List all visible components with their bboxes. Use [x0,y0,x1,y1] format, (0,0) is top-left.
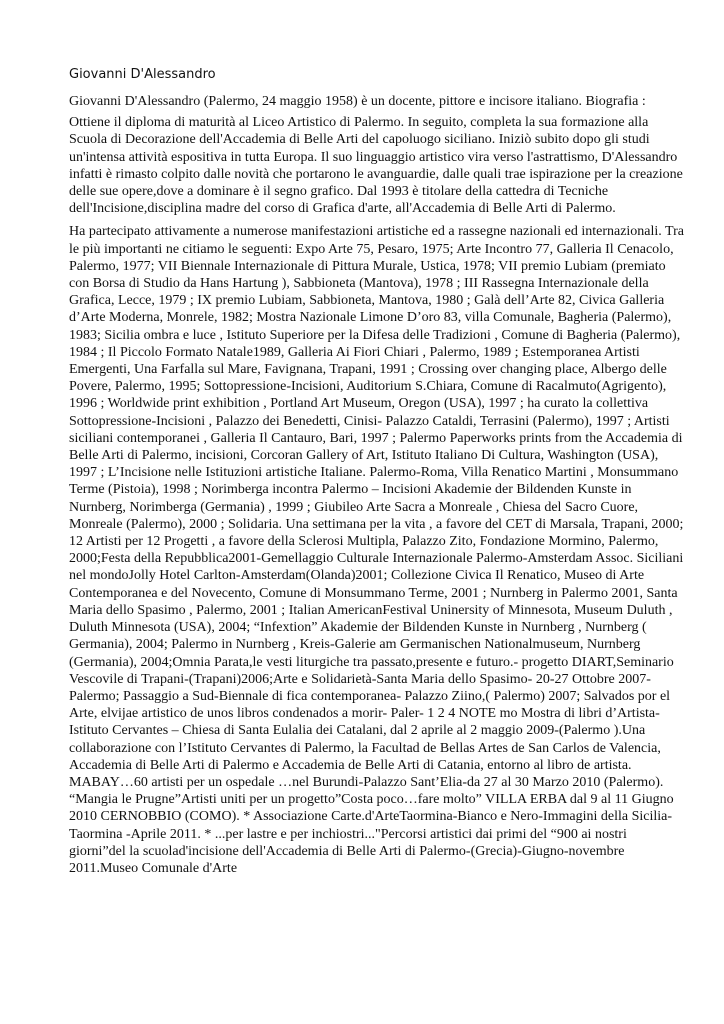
biography-paragraph: Ottiene il diploma di maturità al Liceo Artistico di Palermo. In seguito, completa la sua formazione alla Scuola di Decorazione dell'Accademia di Belle Arti del capoluogo siciliano. Iniziò subito dopo gli studi un'intensa attività espositiva in tutta Europa. Il suo linguaggio artistico vira verso l'astrattismo, D'Alessandro infatti è rimasto colpito dalle novità che portarono le avanguardie, dalle quali trae ispirazione per la creazione delle sue opere,dove a dominare è il segno grafico. Dal 1993 è titolare della cattedra di Tecniche dell'Incisione,disciplina madre del corso di Grafica d'arte, all'Accademia di Belle Arti di Palermo. [69,115,683,217]
intro-paragraph: Giovanni D'Alessandro (Palermo, 24 maggio 1958) è un docente, pittore e incisore italiano. Biografia : [69,94,646,109]
exhibitions-paragraph: Ha partecipato attivamente a numerose manifestazioni artistiche ed a rassegne nazionali ed internazionali. Tra le più importanti ne citiamo le seguenti: Expo Arte 75, Pesaro, 1975; Arte Incontro 77, Galleria Il Cenacolo, Palermo, 1977; VII Biennale Internazionale di Pittura Murale, Ustica, 1978; VII premio Lubiam (premiato con Borsa di Studio da Hans Hartung ), Sabbioneta (Mantova), 1978 ; III Rassegna Internazionale della Grafica, Lecce, 1979 ; IX premio Lubiam, Sabbioneta, Mantova, 1980 ; Galà dell’Arte 82, Civica Galleria d’Arte Moderna, Monrele, 1982; Mostra Nazionale Limone D’oro 83, villa Comunale, Bagheria (Palermo), 1983; Sicilia ombra e luce , Istituto Superiore per la Difesa delle Tradizioni , Comune di Bagheria (Palermo), 1984 ; Il Piccolo Formato Natale1989, Galleria Ai Fiori Chiari , Palermo, 1989 ; Estemporanea Artisti Emergenti, Una Farfalla sul Mare, Favignana, Trapani, 1991 ; Crossing over changing place, Albergo delle Povere, Palermo, 1995; Sottopressione-Incisioni, Auditorium S.Chiara, Comune di Racalmuto(Agrigento), 1996 ; Worldwide print exhibition , Portland Art Museum, Oregon (USA), 1997 ; ha curato la collettiva Sottopressione-Incisioni , Palazzo dei Benedetti, Cinisi- Palazzo Cataldi, Terrasini (Palermo), 1997 ; Artisti siciliani contemporanei , Galleria Il Cantauro, Bari, 1997 ; Palermo Paperworks prints from the Accademia di Belle Arti di Palermo, incisioni, Corcoran Gallery of Art, Istituto Italiano Di Cultura, Washington (USA), 1997 ; L’Incisione nelle Istituzioni artistiche Italiane. Palermo-Roma, Villa Renatico Martini , Monsummano Terme (Pistoia), 1998 ; Norimberga incontra Palermo – Incisioni Akademie der Bildenden Kunste in Nurnberg, Norimberga (Germania) , 1999 ; Giubileo Arte Sacra a Monreale , Chiesa del Sacro Cuore, Monreale (Palermo), 2000 ; Solidaria. Una settimana per la vita , a favore del CET di Marsala, Trapani, 2000; 12 Artisti per 12 Progetti , a favore della Sclerosi Multipla, Palazzo Zito, Fondazione Mormino, Palermo, 2000;Festa della Repubblica2001-Gemellaggio Culturale Internazionale Palermo-Amsterdam Assoc. Siciliani nel mondoJolly Hotel Carlton-Amsterdam(Olanda)2001; Collezione Civica Il Renatico, Museo di Arte Contemporanea e del Novecento, Comune di Monsummano Terme, 2001 ; Nurnberg in Palermo 2001, Santa Maria dello Spasimo , Palermo, 2001 ; Italian AmericanFestival Uninersity of Minnesota, Museum Duluth , Duluth Minnesota (USA), 2004; “Infextion” Akademie der Bildenden Kunste in Nurnberg , Nurnberg ( Germania), 2004; Palermo in Nurnberg , Kreis-Galerie am Germanischen Nationalmuseum, Nurnberg (Germania), 2004;Omnia Parata,le vesti liturgiche tra passato,presente e futuro.- progetto DIART,Seminario Vescovile di Trapani-(Trapani)2006;Arte e Solidarietà-Santa Maria dello Spasimo- 20-27 Ottobre 2007-Palermo; Passaggio a Sud-Biennale di fica contemporanea- Palazzo Ziino,( Palermo) 2007; Salvados por el Arte, elvijae artistico de unos libros condenados a morir- Paler- 1 2 4 NOTE mo Mostra di libri d’Artista- Istituto Cervantes – Chiesa di Santa Eulalia dei Catalani, dal 2 aprile al 2 maggio 2009-(Palermo ).Una collaborazione con l’Istituto Cervantes di Palermo, la Facultad de Bellas Artes de San Carlos de Valencia, Accademia di Belle Arti di Palermo e Accademia de Belle Arti di Catania, entorno al libro de artista. MABAY…60 artisti per un ospedale …nel Burundi-Palazzo Sant’Elia-da 27 al 30 Marzo 2010 (Palermo). “Mangia le Prugne”Artisti uniti per un progetto”Costa poco…fare molto” VILLA ERBA dal 9 al 11 Giugno 2010 CERNOBBIO (COMO). * Associazione Carte.d'ArteTaormina-Bianco e Nero-Immagini della Sicilia- Taormina -Aprile 2011. * ...per lastre e per inchiostri..."Percorsi artistici dai primi del “900 ai nostri giorni”del la scuolad'incisione dell'Accademia di Belle Arti di Palermo-(Grecia)-Giugno-novembre 2011.Museo Comunale d'Arte [69,224,684,876]
document-header: Giovanni D'Alessandro [69,67,216,82]
